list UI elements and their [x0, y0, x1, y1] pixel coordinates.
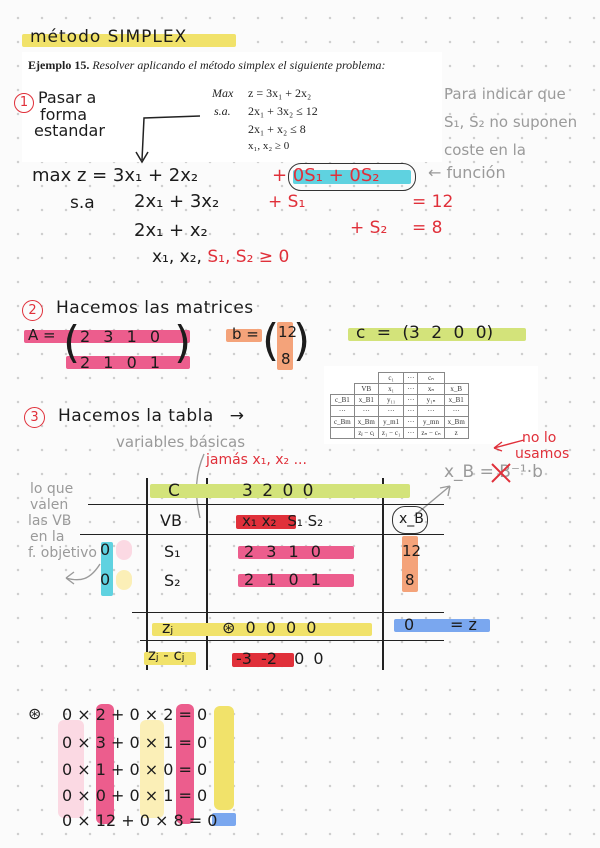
no-lo-usamos-arrow — [488, 434, 528, 454]
calc-star: ⊛ — [28, 704, 42, 723]
tableau-basic-var-1: S₁ — [164, 542, 181, 561]
tableau-xb-2: 8 — [405, 571, 415, 589]
standard-objective-slacks: + 0S₁ + 0S₂ — [272, 165, 380, 186]
ref-cell: x_Bm — [444, 417, 468, 428]
ref-cell: ··· — [404, 395, 418, 406]
tableau-xb-header: x_B — [399, 511, 424, 527]
standard-row-2-slack: + S₂ — [350, 218, 388, 238]
tableau-c-values: 3 2 0 0 — [242, 481, 314, 501]
left-note-line-1: lo que — [30, 481, 74, 497]
step-1-line-3: estandar — [34, 121, 105, 140]
calc-line-5: 0 × 12 + 0 × 8 = 0 — [62, 811, 218, 830]
reference-tableau — [330, 372, 469, 439]
ref-cell: y₁₁ — [378, 395, 404, 406]
no-lo-usamos-line-1: no lo — [522, 430, 557, 446]
left-note-line-4: en la — [30, 529, 65, 545]
tableau-zj-row — [222, 618, 316, 637]
tableau-hline-1 — [88, 504, 444, 505]
tableau-zc-label: zⱼ - cⱼ — [148, 646, 185, 664]
left-note-line-2: valen — [30, 497, 69, 513]
step-3-text: Hacemos la tabla — [58, 406, 214, 426]
step-1-line-2: forma — [40, 105, 88, 124]
ref-c1: c₁ — [378, 373, 404, 384]
standard-nonneg-x: x₁, x₂, — [152, 247, 202, 267]
jamas-note: jamás x₁, x₂ ... — [206, 452, 307, 468]
standard-nonneg-s: S₁, S₂ ≥ 0 — [207, 247, 290, 267]
tableau-z-eq: = z — [450, 615, 477, 634]
tableau-zc-values — [236, 649, 324, 668]
tableau-vb-header-s: S₁ S₂ — [287, 512, 324, 530]
a-21: 2 — [80, 353, 91, 372]
ref-xb: x_B — [444, 384, 468, 395]
calc-line-3: 0 × 1 + 0 × 0 = 0 — [62, 760, 208, 779]
tableau-z-value: 0 — [404, 615, 415, 634]
step-1-arrow — [130, 110, 210, 170]
tableau-zc-red: -3 -2 — [236, 649, 277, 668]
tableau-basic-var-2: S₂ — [164, 571, 181, 590]
standard-row-2-rhs: = 8 — [412, 218, 443, 238]
funcion-note-text: función — [446, 163, 506, 182]
tableau-c-label: C — [168, 481, 180, 501]
step-2-number: 2 — [22, 300, 43, 321]
ref-cell: ··· — [404, 406, 418, 417]
ref-cell: y_mn — [418, 417, 444, 428]
tableau-zc-black: 0 0 — [294, 649, 324, 668]
standard-sa: s.a — [70, 193, 95, 213]
ref-cell: y₁ₙ — [418, 395, 444, 406]
ref-vb: VB — [354, 384, 378, 395]
ref-cell: zₙ − cₙ — [418, 428, 444, 439]
a-23: 0 — [126, 353, 137, 372]
funcion-note: ← función — [428, 163, 506, 182]
calc-line-2: 0 × 3 + 0 × 1 = 0 — [62, 733, 208, 752]
step-3-title — [58, 406, 244, 426]
matrix-a-right-paren: ) — [174, 317, 192, 368]
ref-cell: c_Bm — [331, 417, 355, 428]
tableau-vb-header-x: x₁ x₂ — [242, 512, 277, 530]
ref-cell: z — [444, 428, 468, 439]
ref-cell: ··· — [444, 406, 468, 417]
step-1-line-1: Pasar a — [38, 88, 97, 107]
vector-b-label: b = — [232, 325, 259, 343]
ref-cell: ··· — [331, 406, 355, 417]
xb-formula-cross — [490, 462, 512, 484]
tableau-vb-label: VB — [160, 511, 182, 530]
step-3-number: 3 — [24, 407, 45, 428]
calc-line-1: 0 × 2 + 0 × 2 = 0 — [62, 705, 208, 724]
xb-formula: x_B = B⁻¹·b — [444, 462, 543, 482]
ref-cell: ··· — [378, 406, 404, 417]
a-11: 2 — [80, 327, 91, 346]
standard-nonneg — [152, 247, 289, 267]
tableau-hline-2 — [80, 534, 444, 535]
tableau-vb-header — [242, 512, 323, 530]
a-22: 1 — [103, 353, 114, 372]
tableau-hline-4 — [140, 640, 444, 641]
model-st-kw: s.a. — [214, 104, 231, 118]
tableau-cb-2: 0 — [100, 570, 111, 589]
tableau-row-2: 2 1 0 1 — [244, 570, 321, 589]
example-label: Ejemplo 15. — [28, 58, 90, 72]
ref-cell: ··· — [404, 417, 418, 428]
step-1-number: 1 — [14, 93, 34, 113]
standard-row-1: 2x₁ + 3x₂ — [134, 191, 220, 212]
ref-cdots: ··· — [404, 373, 418, 384]
ref-cell — [331, 428, 355, 439]
tableau-xb-1: 12 — [402, 542, 422, 560]
ref-cell: x_Bm — [354, 417, 378, 428]
ref-cell: x_B1 — [354, 395, 378, 406]
ref-cell: z₁ − c₁ — [378, 428, 404, 439]
no-lo-usamos-line-2: usamos — [515, 446, 570, 462]
standard-row-1-slack: + S₁ — [268, 192, 306, 212]
step-3-arrow: → — [229, 406, 245, 426]
vector-b-2: 8 — [281, 350, 291, 368]
calc-line-4: 0 × 0 + 0 × 1 = 0 — [62, 786, 208, 805]
vector-b-1: 12 — [278, 323, 298, 341]
model-objective: z = 3x₁ + 2x₂ — [248, 86, 312, 100]
matrix-a-row-2 — [80, 353, 160, 372]
a-13: 1 — [126, 327, 137, 346]
a-12: 3 — [103, 327, 114, 346]
ref-cell: zⱼ − cⱼ — [354, 428, 378, 439]
standard-row-1-rhs: = 12 — [412, 192, 454, 212]
left-note-line-3: las VB — [28, 513, 72, 529]
side-note-line-2: S₁, S₂ no suponen — [444, 113, 578, 131]
ref-cell: ··· — [404, 428, 418, 439]
matrix-a-left-paren: ( — [63, 317, 81, 368]
left-note-line-5: f. objetivo — [28, 545, 97, 561]
ref-xdots: ··· — [404, 384, 418, 395]
ref-xn: xₙ — [418, 384, 444, 395]
a-14: 0 — [149, 327, 161, 346]
ref-cell: x_B1 — [444, 395, 468, 406]
ref-x1: x₁ — [378, 384, 404, 395]
tableau-cb-1: 0 — [100, 540, 111, 559]
tableau-zj-values: 0 0 0 0 — [245, 618, 317, 637]
vector-c: c = (3 2 0 0) — [356, 323, 494, 343]
vector-b-left-paren: ( — [262, 315, 280, 366]
a-24: 1 — [149, 353, 161, 372]
ref-cell: ··· — [418, 406, 444, 417]
model-constraint-3: x₁, x₂ ≥ 0 — [248, 140, 290, 152]
model-max-kw: Max — [212, 86, 234, 100]
tableau-zj-label: zⱼ — [162, 618, 174, 637]
tableau-zj-star: ⊛ — [222, 618, 236, 637]
example-text: Resolver aplicando el método simplex el siguiente problema: — [92, 58, 386, 72]
tableau-hline-3 — [132, 612, 444, 613]
standard-row-2: 2x₁ + x₂ — [134, 220, 208, 241]
variables-basicas-note: variables básicas — [116, 433, 246, 451]
matrix-a-label: A = — [28, 326, 56, 344]
step-2-title: Hacemos las matrices — [56, 298, 254, 318]
page-title: método SIMPLEX — [30, 27, 188, 47]
example-heading — [28, 58, 386, 73]
matrix-a-row-1 — [80, 327, 160, 346]
model-constraint-1: 2x₁ + 3x₂ ≤ 12 — [248, 104, 318, 118]
ref-cn: cₙ — [418, 373, 444, 384]
side-note-line-3: coste en la — [444, 141, 526, 159]
ref-cell: y_m1 — [378, 417, 404, 428]
tableau-row-1: 2 3 1 0 — [244, 542, 321, 561]
standard-objective: max z = 3x₁ + 2x₂ — [32, 165, 199, 186]
ref-cell: c_B1 — [331, 395, 355, 406]
vector-b-right-paren: ) — [293, 315, 311, 366]
ref-cell: ··· — [354, 406, 378, 417]
model-constraint-2: 2x₁ + x₂ ≤ 8 — [248, 122, 306, 136]
side-note-line-1: Para indicar que — [444, 85, 566, 103]
